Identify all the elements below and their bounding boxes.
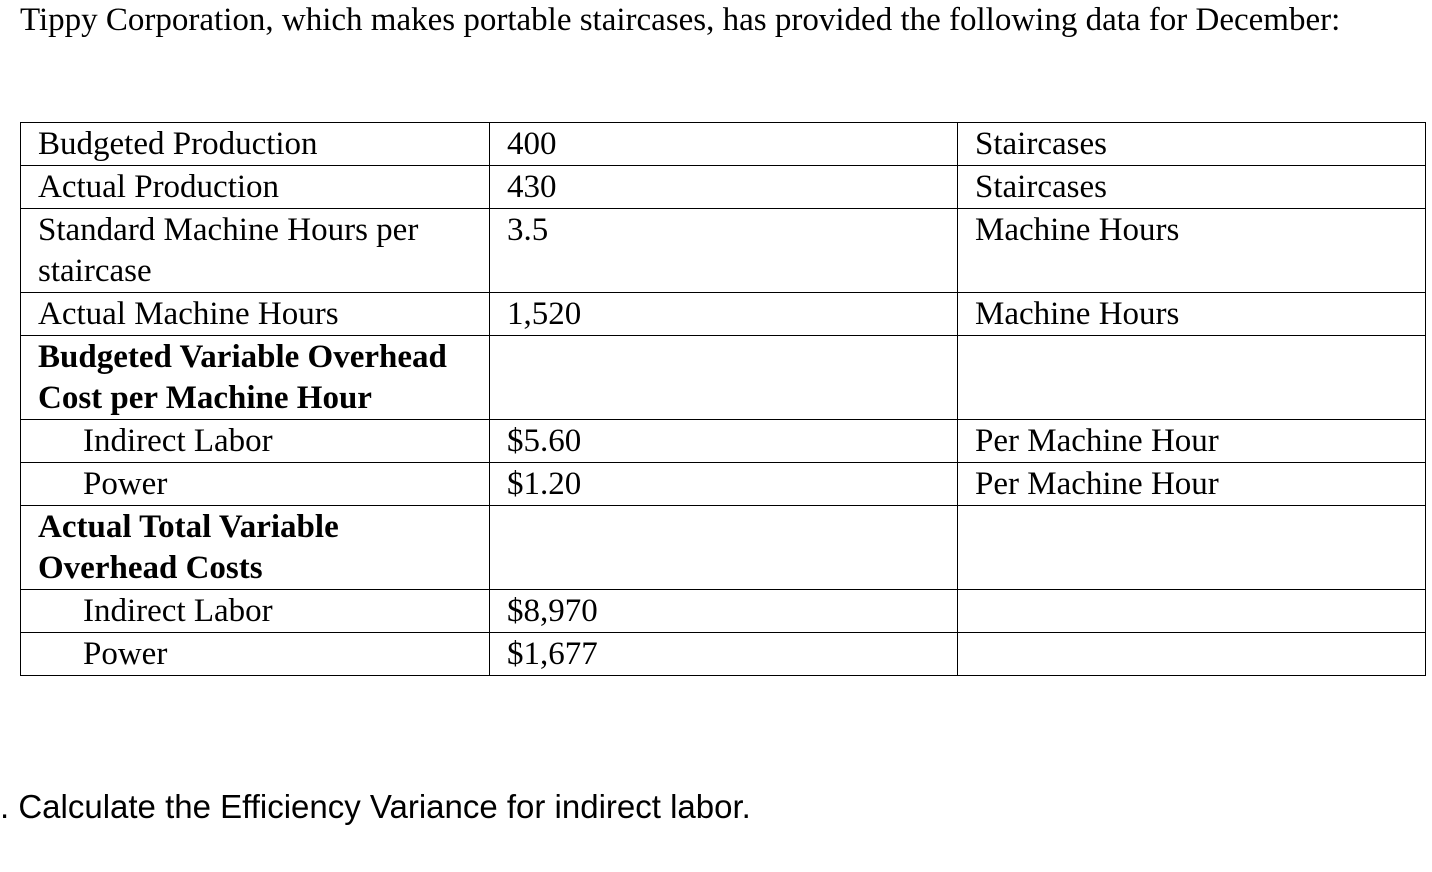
data-table: [20, 122, 1426, 676]
row-unit: Machine Hours: [958, 209, 1426, 293]
table-row: [21, 166, 1426, 209]
row-value: 400: [490, 123, 958, 166]
row-value: 1,520: [490, 293, 958, 336]
table-row: [21, 633, 1426, 676]
row-label: Actual Production: [21, 166, 490, 209]
question-text: . Calculate the Efficiency Variance for indirect labor.: [0, 788, 751, 825]
table-row: [21, 293, 1426, 336]
row-label: Power: [21, 463, 490, 506]
row-value: $1.20: [490, 463, 958, 506]
table-row: [21, 506, 1426, 590]
row-label: Indirect Labor: [21, 590, 490, 633]
section-header-label: Budgeted Variable Overhead Cost per Machine Hour: [21, 336, 490, 420]
table-row: [21, 590, 1426, 633]
row-value: [490, 336, 958, 420]
row-value: $8,970: [490, 590, 958, 633]
row-unit: [958, 590, 1426, 633]
row-unit: [958, 336, 1426, 420]
row-unit: Staircases: [958, 166, 1426, 209]
table-row: [21, 336, 1426, 420]
row-value: [490, 506, 958, 590]
table-row: [21, 420, 1426, 463]
row-label: Standard Machine Hours per staircase: [21, 209, 490, 293]
row-label: Actual Machine Hours: [21, 293, 490, 336]
row-label: Indirect Labor: [21, 420, 490, 463]
row-unit: [958, 633, 1426, 676]
row-value: $1,677: [490, 633, 958, 676]
row-unit: Per Machine Hour: [958, 463, 1426, 506]
table-row: [21, 209, 1426, 293]
intro-text: Tippy Corporation, which makes portable staircases, has provided the following data for December:: [20, 2, 1341, 38]
table-row: [21, 123, 1426, 166]
table-row: [21, 463, 1426, 506]
row-value: $5.60: [490, 420, 958, 463]
row-label: Power: [21, 633, 490, 676]
row-value: 430: [490, 166, 958, 209]
row-unit: Per Machine Hour: [958, 420, 1426, 463]
row-unit: Staircases: [958, 123, 1426, 166]
row-value: 3.5: [490, 209, 958, 293]
row-unit: [958, 506, 1426, 590]
section-header-label: Actual Total Variable Overhead Costs: [21, 506, 490, 590]
row-unit: Machine Hours: [958, 293, 1426, 336]
row-label: Budgeted Production: [21, 123, 490, 166]
